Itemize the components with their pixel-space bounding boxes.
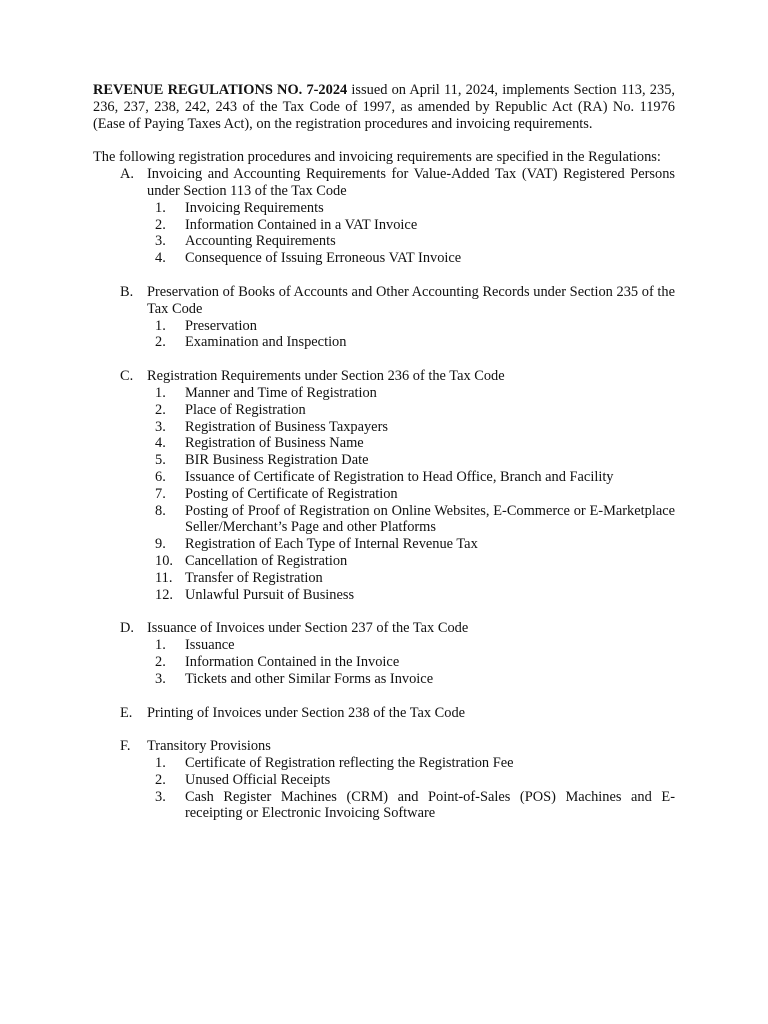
section-letter: D.	[120, 620, 134, 637]
list-item	[155, 334, 675, 351]
list-item	[155, 637, 675, 654]
list-item	[155, 503, 675, 537]
section-f	[93, 738, 675, 822]
list-item	[155, 671, 675, 688]
list-item-text: Invoicing Requirements	[185, 199, 324, 216]
section-items	[155, 318, 675, 352]
list-item-number: 1.	[155, 384, 166, 401]
list-item-text: BIR Business Registration Date	[185, 452, 369, 469]
list-item-text: Consequence of Issuing Erroneous VAT Invoice	[185, 250, 462, 267]
list-item	[155, 570, 675, 587]
list-item-text: Cash Register Machines (CRM) and Point-of-Sales (POS) Machines and E-receipting or Electronic Invoicing Software	[185, 788, 675, 822]
section-c	[93, 368, 675, 603]
list-item	[155, 486, 675, 503]
list-item-number: 4.	[155, 250, 166, 267]
section-letter: E.	[120, 704, 133, 721]
section-letter: F.	[120, 738, 131, 755]
list-item-number: 8.	[155, 502, 166, 519]
list-item	[155, 654, 675, 671]
list-item	[155, 200, 675, 217]
list-item-text: Registration of Each Type of Internal Revenue Tax	[185, 536, 478, 553]
list-item-number: 3.	[155, 418, 166, 435]
list-item	[155, 553, 675, 570]
list-item	[155, 536, 675, 553]
list-item-number: 1.	[155, 317, 166, 334]
section-title: Invoicing and Accounting Requirements for Value-Added Tax (VAT) Registered Persons under Section 113 of the Tax Code	[147, 166, 675, 199]
list-item-number: 2.	[155, 653, 166, 670]
section-list	[93, 166, 675, 822]
document-page	[93, 82, 675, 822]
list-item-number: 1.	[155, 199, 166, 216]
section-d	[93, 620, 675, 687]
lead-paragraph: The following registration procedures and invoicing requirements are specified in the Regulations:	[93, 149, 661, 166]
list-item-number: 2.	[155, 216, 166, 233]
section-heading	[120, 738, 675, 755]
section-items	[155, 755, 675, 822]
list-item-number: 3.	[155, 670, 166, 687]
list-item	[155, 755, 675, 772]
list-item-text: Issuance of Certificate of Registration to Head Office, Branch and Facility	[185, 468, 614, 485]
section-items	[155, 385, 675, 603]
section-heading	[120, 368, 675, 385]
list-item	[155, 318, 675, 335]
list-item-number: 10.	[155, 552, 173, 569]
list-item-text: Place of Registration	[185, 401, 306, 418]
list-item	[155, 233, 675, 250]
list-item-text: Manner and Time of Registration	[185, 384, 377, 401]
list-item	[155, 435, 675, 452]
section-heading	[120, 166, 675, 200]
list-item-text: Registration of Business Taxpayers	[185, 418, 388, 435]
list-item-text: Information Contained in a VAT Invoice	[185, 216, 418, 233]
section-title: Preservation of Books of Accounts and Other Accounting Records under Section 235 of the Tax Code	[147, 283, 675, 317]
section-a	[93, 166, 675, 267]
list-item	[155, 789, 675, 823]
section-title: Printing of Invoices under Section 238 of the Tax Code	[147, 704, 466, 721]
section-title: Transitory Provisions	[147, 738, 271, 755]
list-item	[155, 402, 675, 419]
list-item	[155, 452, 675, 469]
section-e	[93, 705, 675, 722]
list-item-text: Posting of Certificate of Registration	[185, 485, 398, 502]
list-item-text: Unused Official Receipts	[185, 771, 331, 788]
list-item-number: 3.	[155, 788, 166, 805]
list-item-text: Cancellation of Registration	[185, 552, 348, 569]
list-item	[155, 419, 675, 436]
list-item	[155, 772, 675, 789]
section-b	[93, 284, 675, 351]
list-item-number: 5.	[155, 452, 166, 469]
list-item-number: 7.	[155, 485, 166, 502]
list-item-number: 12.	[155, 586, 173, 603]
section-heading	[120, 620, 675, 637]
list-item-number: 2.	[155, 334, 166, 351]
list-item	[155, 217, 675, 234]
section-letter: B.	[120, 283, 134, 300]
list-item-number: 1.	[155, 755, 166, 772]
list-item-text: Information Contained in the Invoice	[185, 653, 400, 670]
section-title: Registration Requirements under Section 236 of the Tax Code	[147, 368, 505, 385]
list-item-number: 9.	[155, 536, 166, 553]
list-item-number: 11.	[155, 569, 173, 586]
section-letter: A.	[120, 166, 134, 183]
list-item-text: Transfer of Registration	[185, 569, 323, 586]
list-item-number: 1.	[155, 637, 166, 654]
list-item-number: 6.	[155, 468, 166, 485]
section-items	[155, 637, 675, 687]
list-item-number: 3.	[155, 233, 166, 250]
list-item	[155, 587, 675, 604]
section-heading	[120, 284, 675, 318]
list-item-text: Registration of Business Name	[185, 435, 364, 452]
list-item-text: Preservation	[185, 317, 257, 334]
list-item	[155, 250, 675, 267]
list-item	[155, 469, 675, 486]
list-item-text: Tickets and other Similar Forms as Invoice	[185, 670, 434, 687]
list-item-text: Certificate of Registration reflecting the Registration Fee	[185, 755, 514, 772]
list-item-number: 2.	[155, 401, 166, 418]
list-item-text: Unlawful Pursuit of Business	[185, 586, 355, 603]
list-item-text: Accounting Requirements	[185, 233, 336, 250]
regulation-title: REVENUE REGULATIONS NO. 7-2024	[93, 82, 348, 98]
section-letter: C.	[120, 368, 134, 385]
list-item-number: 2.	[155, 771, 166, 788]
list-item-text: Posting of Proof of Registration on Online Websites, E-Commerce or E-Marketplace Seller/Merchant’s Page and other Platforms	[185, 502, 675, 536]
list-item-number: 4.	[155, 435, 166, 452]
section-heading	[120, 705, 675, 722]
list-item-text: Issuance	[185, 637, 235, 654]
list-item-text: Examination and Inspection	[185, 334, 347, 351]
intro-text: issued on April 11, 2024, implements Section 113, 235, 236, 237, 238, 242, 243 of the Tax Code of 1997, as amended by Republic Act (RA) No. 11976 (Ease of Paying Taxes Act), on the registration procedures and invoicing requirements.	[93, 82, 675, 132]
section-items	[155, 200, 675, 267]
intro-paragraph	[93, 82, 675, 132]
list-item	[155, 385, 675, 402]
section-title: Issuance of Invoices under Section 237 of the Tax Code	[147, 620, 469, 637]
